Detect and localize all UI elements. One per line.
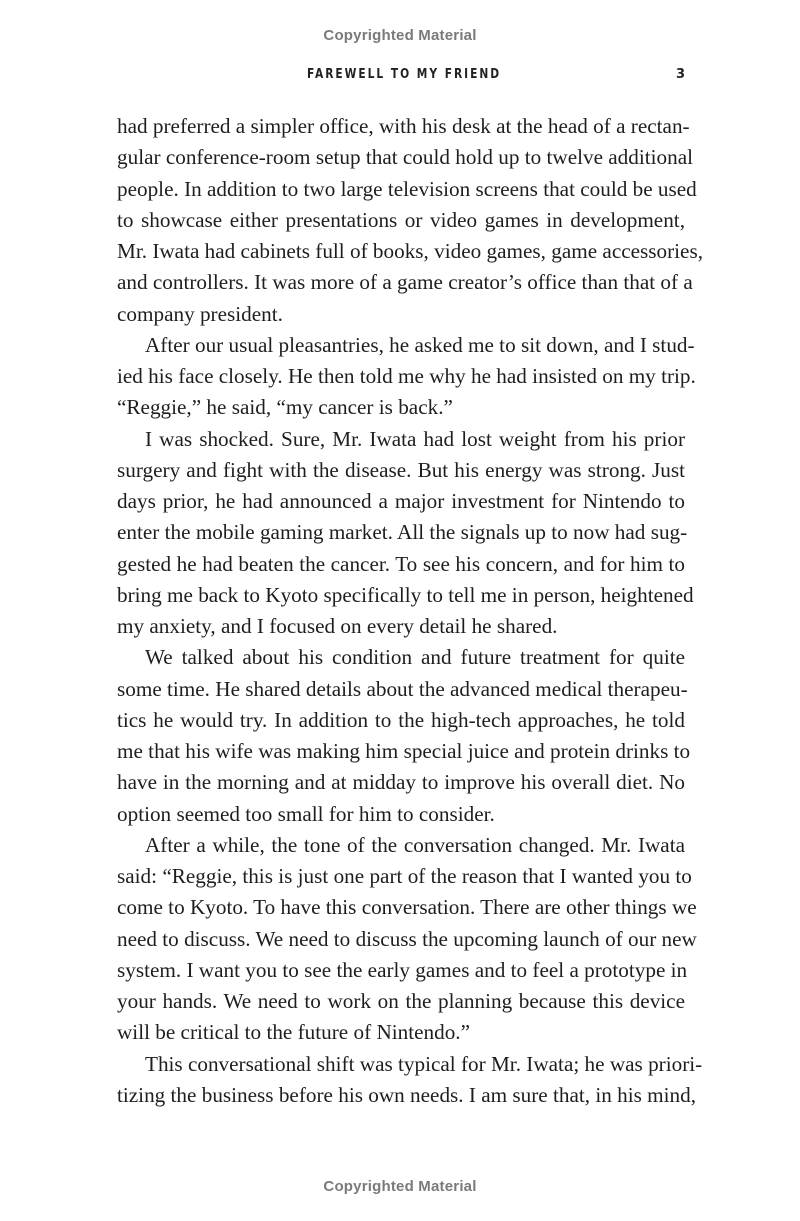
paragraph <box>117 830 697 1049</box>
text-line: ied his face closely. He then told me why he had insisted on my trip. <box>117 364 696 388</box>
text-line: to showcase either presentations or video games in development, <box>117 207 685 232</box>
text-line: me that his wife was making him special juice and protein drinks to <box>117 739 691 763</box>
paragraph <box>117 424 694 643</box>
running-head <box>117 67 685 87</box>
page-number: 3 <box>675 67 685 82</box>
text-line: have in the morning and at midday to improve his overall diet. No <box>117 770 685 795</box>
text-line: had preferred a simpler office, with his desk at the head of a rectan- <box>117 114 690 138</box>
text-line: your hands. We need to work on the planning because this device <box>117 989 685 1013</box>
paragraph <box>117 330 696 424</box>
paragraph <box>117 1049 703 1112</box>
text-line: Mr. Iwata had cabinets full of books, video games, game accessories, <box>117 239 704 263</box>
body-text <box>117 111 704 1111</box>
text-line: option seemed too small for him to consider. <box>117 801 495 826</box>
text-line: come to Kyoto. To have this conversation. There are other things we <box>117 895 697 920</box>
text-line: people. In addition to two large television screens that could be used <box>117 176 697 201</box>
text-line: and controllers. It was more of a game creator’s office than that of a <box>117 270 693 295</box>
text-line: days prior, he had announced a major investment for Nintendo to <box>117 489 685 513</box>
text-line: We talked about his condition and future treatment for quite <box>145 645 685 670</box>
copyright-watermark-top: Copyrighted Material <box>323 27 477 44</box>
text-line: gested he had beaten the cancer. To see his concern, and for him to <box>117 551 685 576</box>
text-line: some time. He shared details about the advanced medical therapeu- <box>117 676 688 701</box>
text-line: bring me back to Kyoto specifically to tell me in person, heightened <box>117 582 694 607</box>
text-line: tics he would try. In addition to the high-tech approaches, he told <box>117 707 685 732</box>
text-line: will be critical to the future of Nintendo.” <box>117 1020 471 1045</box>
text-line: After a while, the tone of the conversation changed. Mr. Iwata <box>145 832 685 857</box>
text-line: system. I want you to see the early games and to feel a prototype in <box>117 957 688 982</box>
text-line: “Reggie,” he said, “my cancer is back.” <box>117 395 453 420</box>
text-line: my anxiety, and I focused on every detail he shared. <box>117 614 558 638</box>
text-line: tizing the business before his own needs. I am sure that, in his mind, <box>117 1082 697 1107</box>
text-line: gular conference-room setup that could hold up to twelve additional <box>117 145 694 170</box>
copyright-watermark-bottom: Copyrighted Material <box>323 1178 477 1195</box>
text-line: company president. <box>117 301 283 326</box>
text-line: said: “Reggie, this is just one part of the reason that I wanted you to <box>117 864 692 888</box>
text-line: need to discuss. We need to discuss the upcoming launch of our new <box>117 926 697 951</box>
text-line: enter the mobile gaming market. All the signals up to now had sug- <box>117 520 688 545</box>
text-line: This conversational shift was typical for Mr. Iwata; he was priori- <box>145 1051 703 1076</box>
paragraph <box>117 111 704 330</box>
text-line: I was shocked. Sure, Mr. Iwata had lost weight from his prior <box>145 426 685 451</box>
text-line: After our usual pleasantries, he asked me to sit down, and I stud- <box>145 332 695 357</box>
paragraph <box>117 642 691 830</box>
text-line: surgery and fight with the disease. But his energy was strong. Just <box>117 457 685 482</box>
chapter-title: FAREWELL TO MY FRIEND <box>307 67 502 82</box>
